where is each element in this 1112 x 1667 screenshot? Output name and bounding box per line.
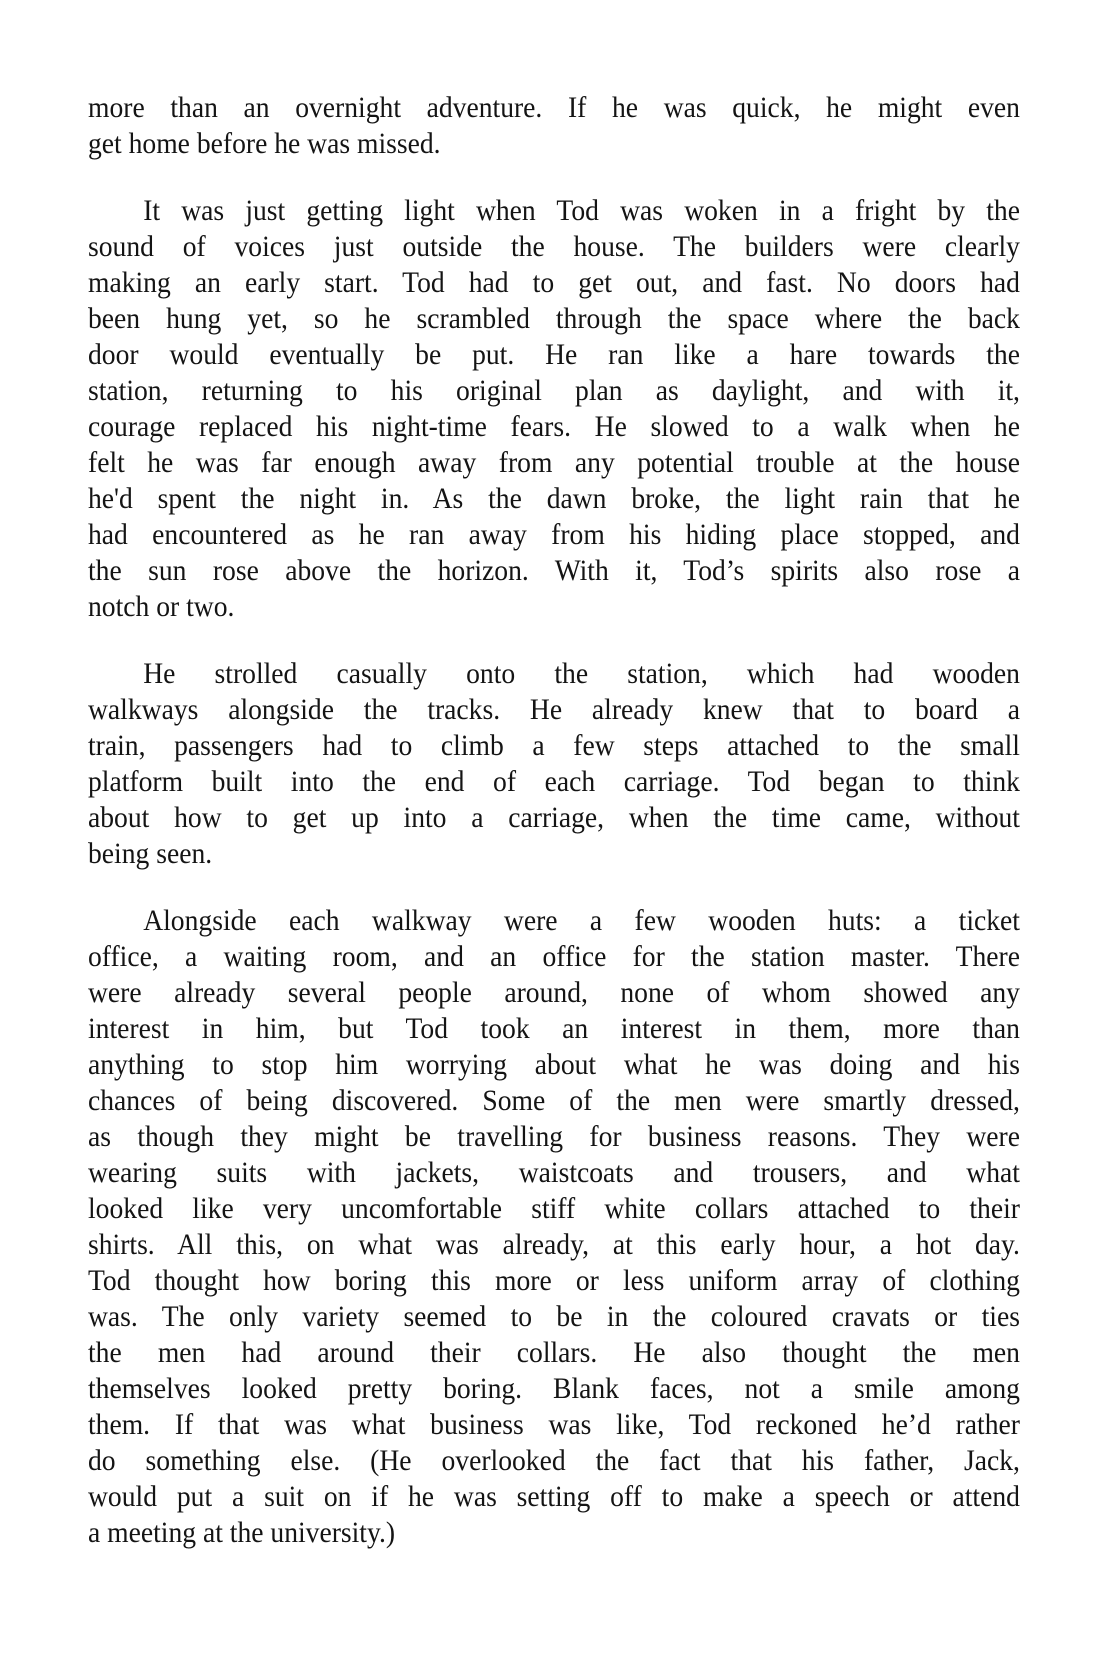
text-line: more than an overnight adventure. If he was quick, he might even	[88, 91, 1020, 124]
text-line: train, passengers had to climb a few steps attached to the small	[88, 729, 1020, 762]
text-line: were already several people around, none of whom showed any	[88, 976, 1020, 1009]
text-line: He strolled casually onto the station, which had wooden	[143, 657, 1020, 690]
text-line: door would eventually be put. He ran like a hare towards the	[88, 338, 1020, 371]
paragraph	[88, 193, 1020, 625]
text-line: sound of voices just outside the house. The builders were clearly	[88, 230, 1020, 263]
text-line: courage replaced his night-time fears. He slowed to a walk when he	[88, 410, 1020, 443]
text-line: platform built into the end of each carriage. Tod began to think	[88, 765, 1020, 798]
text-line: been hung yet, so he scrambled through the space where the back	[88, 302, 1020, 335]
text-line: the men had around their collars. He also thought the men	[88, 1336, 1020, 1369]
text-line: as though they might be travelling for business reasons. They were	[88, 1120, 1020, 1153]
text-line: about how to get up into a carriage, when the time came, without	[88, 801, 1020, 834]
text-line: shirts. All this, on what was already, at this early hour, a hot day.	[88, 1228, 1020, 1261]
text-line: making an early start. Tod had to get out, and fast. No doors had	[88, 266, 1020, 299]
text-line: Tod thought how boring this more or less uniform array of clothing	[88, 1264, 1020, 1297]
text-line: a meeting at the university.)	[88, 1516, 396, 1549]
paragraph	[88, 903, 1020, 1551]
text-line: themselves looked pretty boring. Blank faces, not a smile among	[88, 1372, 1020, 1405]
text-line: interest in him, but Tod took an interest in them, more than	[88, 1012, 1020, 1045]
text-line: felt he was far enough away from any potential trouble at the house	[88, 446, 1020, 479]
text-line: Alongside each walkway were a few wooden huts: a ticket	[143, 904, 1020, 937]
text-line: chances of being discovered. Some of the men were smartly dressed,	[88, 1084, 1020, 1117]
text-line: was. The only variety seemed to be in the coloured cravats or ties	[88, 1300, 1020, 1333]
text-line: he'd spent the night in. As the dawn broke, the light rain that he	[88, 482, 1020, 515]
paragraph	[88, 90, 1020, 162]
text-line: office, a waiting room, and an office for the station master. There	[88, 940, 1020, 973]
text-line: do something else. (He overlooked the fact that his father, Jack,	[88, 1444, 1020, 1477]
text-line: station, returning to his original plan as daylight, and with it,	[88, 374, 1020, 407]
text-line: them. If that was what business was like, Tod reckoned he’d rather	[88, 1408, 1020, 1441]
text-line: notch or two.	[88, 590, 235, 623]
text-line: would put a suit on if he was setting off to make a speech or attend	[88, 1480, 1020, 1513]
text-line: being seen.	[88, 837, 213, 870]
text-line: get home before he was missed.	[88, 127, 441, 160]
text-line: It was just getting light when Tod was woken in a fright by the	[143, 194, 1020, 227]
text-line: anything to stop him worrying about what he was doing and his	[88, 1048, 1020, 1081]
text-line: wearing suits with jackets, waistcoats and trousers, and what	[88, 1156, 1020, 1189]
page-text-block	[88, 90, 1020, 1551]
text-line: walkways alongside the tracks. He already knew that to board a	[88, 693, 1020, 726]
paragraph	[88, 656, 1020, 872]
text-line: looked like very uncomfortable stiff white collars attached to their	[88, 1192, 1020, 1225]
text-line: had encountered as he ran away from his hiding place stopped, and	[88, 518, 1020, 551]
text-line: the sun rose above the horizon. With it, Tod’s spirits also rose a	[88, 554, 1020, 587]
